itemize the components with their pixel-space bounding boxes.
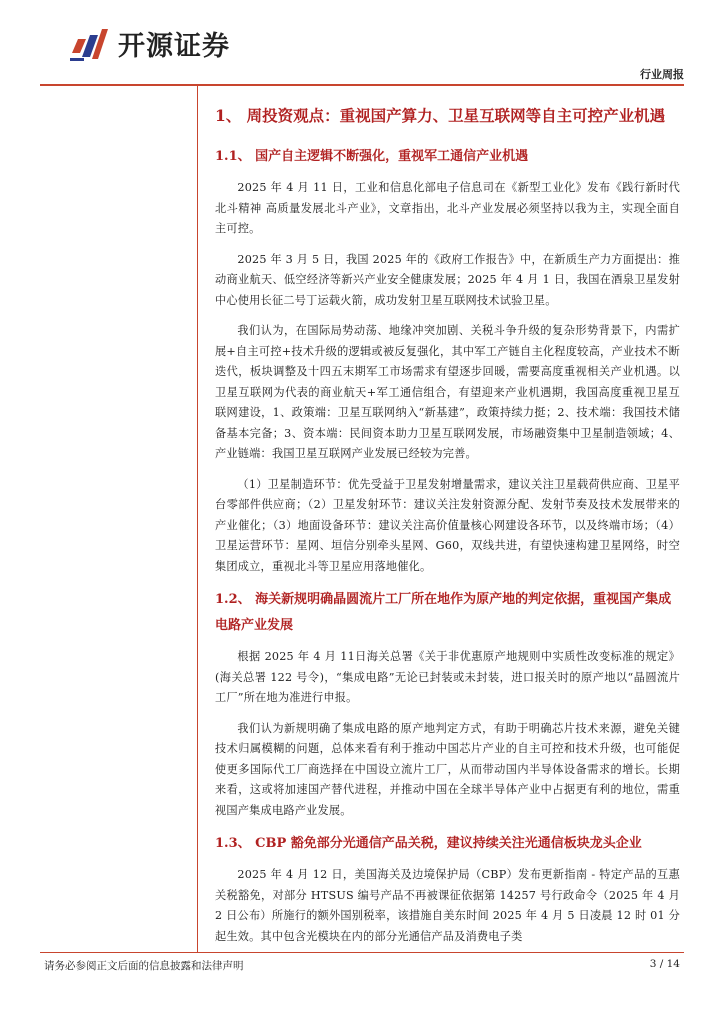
paragraph: 我们认为新规明确了集成电路的原产地判定方式，有助于明确芯片技术来源，避免关键技术归属模糊的问题，总体来看有利于推动中国芯片产业的自主可控和技术升级，也可能促使更多国际代工厂商选择在中国设立流片工厂，从而带动国内半导体设备需求的增长。长期来看，这或将加速国产替代进程，并推动中国在全球半导体产业中占据更有利的地位，需重视国产集成电路产业发展。: [215, 721, 680, 817]
subsection-heading-1-1: 1.1、 国产自主逻辑不断强化，重视军工通信产业机遇: [215, 149, 529, 164]
paragraph: 2025 年 4 月 12 日，美国海关及边境保护局（CBP）发布更新指南 - 特定产品的互惠关税豁免，对部分 HTSUS 编号产品不再被课征依据第 14257 号行政命令（2025 年 4 月 2 日公布）所施行的额外国别税率，该措施自美东时间 2025 年 4 月 5 日凌晨 12 时 01 分起生效。其中包含光模块在内的部分光通信产品及消费电子类: [215, 868, 680, 943]
subsection-heading-1-3: 1.3、 CBP 豁免部分光通信产品关税，建议持续关注光通信板块龙头企业: [215, 836, 642, 851]
paragraph: 我们认为，在国际局势动荡、地缘冲突加剧、关税斗争升级的复杂形势背景下，内需扩展+自主可控+技术升级的逻辑或被反复强化，其中军工产链自主化程度较高，产业技术不断迭代，板块调整及十四五末期军工市场需求有望逐步回暖，需要高度重视相关产业机遇。以卫星互联网为代表的商业航天+军工通信组合，有望迎来产业机遇期，我国高度重视卫星互联网建设，1、政策端：卫星互联网纳入“新基建”，政策持续力挺；2、技术端：我国技术储备基本完备；3、资本端：民间资本助力卫星互联网发展，市场融资集中卫星制造领域；4、产业链端：我国卫星互联网产业发展已经较为完善。: [215, 324, 680, 460]
main-content: [215, 88, 680, 957]
company-logo: [68, 20, 230, 66]
logo-text: 开源证券: [118, 30, 230, 62]
paragraph: （1）卫星制造环节：优先受益于卫星发射增量需求，建议关注卫星载荷供应商、卫星平台零部件供应商；（2）卫星发射环节：建议关注发射资源分配、发射节奏及技术发展带来的产业催化；（3）地面设备环节：建议关注高价值量核心网建设各环节，以及终端市场；（4）卫星运营环节：星网、垣信分别牵头星网、G60，双线共进，有望快速构建卫星网络，时空集团成立，重视北斗等卫星应用落地催化。: [215, 477, 680, 573]
report-type-tag: 行业周报: [640, 68, 684, 81]
subsection-heading-1-2: 1.2、 海关新规明确晶圆流片工厂所在地作为原产地的判定依据，重视国产集成电路产业发展: [215, 592, 672, 633]
section-heading-1: 1、 周投资观点：重视国产算力、卫星互联网等自主可控产业机遇: [215, 106, 666, 125]
page-number: 3 / 14: [649, 958, 680, 970]
footer-divider: [40, 952, 684, 953]
paragraph: 2025 年 3 月 5 日，我国 2025 年的《政府工作报告》中，在新质生产力方面提出：推动商业航天、低空经济等新兴产业安全健康发展；2025 年 4 月 1 日，我国在酒泉卫星发射中心使用长征二号丁运载火箭，成功发射卫星互联网技术试验卫星。: [215, 252, 680, 307]
paragraph: 2025 年 4 月 11 日，工业和信息化部电子信息司在《新型工业化》发布《践行新时代北斗精神 高质量发展北斗产业》，文章指出，北斗产业发展必须坚持以我为主，实现全面自主可控。: [215, 181, 680, 235]
paragraph: 根据 2025 年 4 月 11日海关总署《关于非优惠原产地规则中实质性改变标准的规定》(海关总署 122 号令)，“集成电路”无论已封装或未封装，进口报关时的原产地以“晶圆流片工厂”所在地为准进行申报。: [215, 650, 680, 704]
footer-disclaimer: 请务必参阅正文后面的信息披露和法律声明: [44, 960, 244, 972]
header-divider: [40, 84, 684, 86]
logo-mark-icon: [68, 23, 112, 63]
left-margin-rule: [197, 86, 198, 952]
